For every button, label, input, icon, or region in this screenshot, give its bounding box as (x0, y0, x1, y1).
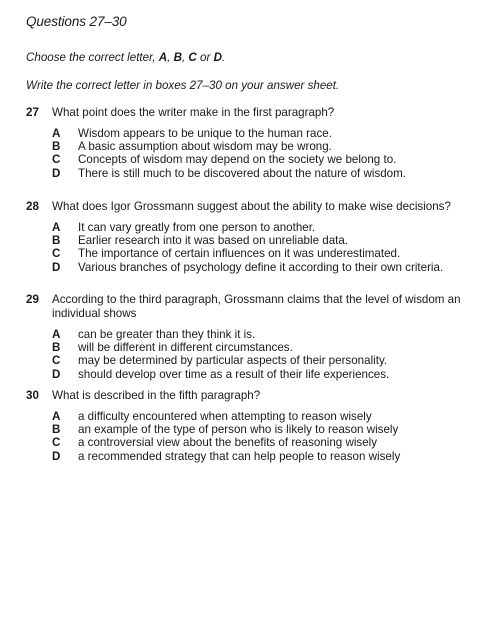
question-number: 27 (26, 106, 39, 119)
option-c (52, 354, 486, 367)
option-text: Wisdom appears to be unique to the human race. (78, 127, 332, 140)
option-text: a difficulty encountered when attempting to reason wisely (78, 410, 372, 423)
option-a (52, 127, 486, 140)
option-text: Concepts of wisdom may depend on the society we belong to. (78, 153, 397, 167)
option-list (52, 221, 486, 274)
option-letter: B (52, 341, 61, 355)
instruction-choose (26, 51, 225, 64)
option-letter: C (52, 247, 61, 261)
question-number: 30 (26, 389, 39, 402)
question-28 (26, 200, 486, 274)
option-letter: D (52, 166, 61, 180)
option-text: should develop over time as a result of their life experiences. (78, 367, 390, 381)
option-b (52, 423, 486, 436)
option-text: Earlier research into it was based on unreliable data. (78, 234, 349, 248)
option-b (52, 341, 486, 354)
section-heading: Questions 27–30 (26, 14, 127, 29)
question-text: What is described in the fifth paragraph? (52, 389, 261, 402)
option-c (52, 436, 486, 449)
option-letter: D (52, 449, 61, 463)
option-text: can be greater than they think it is. (78, 328, 256, 341)
option-letter: A (52, 328, 61, 341)
option-text: There is still much to be discovered about the nature of wisdom. (78, 166, 407, 180)
option-list (52, 328, 486, 381)
option-text: Various branches of psychology define it according to their own criteria. (78, 260, 444, 274)
option-letter: B (52, 423, 61, 437)
option-a (52, 221, 486, 234)
question-text: What point does the writer make in the first paragraph? (52, 106, 335, 119)
option-a (52, 410, 486, 423)
option-text: A basic assumption about wisdom may be wrong. (78, 140, 332, 154)
option-letter: A (52, 127, 61, 140)
option-b (52, 140, 486, 153)
option-letter: A (52, 221, 61, 234)
question-text: According to the third paragraph, Grossmann claims that the level of wisdom an individual shows (52, 293, 461, 320)
question-number: 28 (26, 200, 39, 213)
instruction-sep-2: , (181, 51, 189, 64)
instruction-answer-sheet: Write the correct letter in boxes 27–30 on your answer sheet. (26, 79, 340, 92)
question-30 (26, 389, 486, 463)
option-text: a controversial view about the benefits of reasoning wisely (78, 436, 378, 450)
option-letter: D (52, 367, 61, 381)
question-number: 29 (26, 293, 39, 306)
instruction-sep-3: or (196, 51, 214, 64)
option-letter: A (52, 410, 61, 423)
option-d (52, 261, 486, 274)
letter-a-inline: A (158, 51, 168, 64)
option-d (52, 167, 486, 180)
option-letter: B (52, 140, 61, 154)
letter-d-inline: D (213, 51, 222, 64)
option-text: an example of the type of person who is likely to reason wisely (78, 423, 399, 437)
instruction-sep-1: , (167, 51, 174, 64)
letter-b-inline: B (173, 51, 182, 64)
option-text: will be different in different circumstances. (78, 341, 293, 355)
option-b (52, 234, 486, 247)
option-c (52, 247, 486, 260)
option-letter: C (52, 354, 61, 368)
option-c (52, 153, 486, 166)
question-27 (26, 106, 486, 180)
option-text: may be determined by particular aspects of their personality. (78, 354, 388, 368)
option-a (52, 328, 486, 341)
option-letter: C (52, 436, 61, 450)
option-list (52, 410, 486, 463)
option-letter: C (52, 153, 61, 167)
question-29 (26, 293, 486, 381)
option-text: The importance of certain influences on it was underestimated. (78, 247, 401, 261)
instruction-prefix: Choose the correct letter, (26, 51, 159, 64)
question-text: What does Igor Grossmann suggest about the ability to make wise decisions? (52, 200, 451, 213)
option-d (52, 368, 486, 381)
letter-c-inline: C (188, 51, 197, 64)
option-letter: B (52, 234, 61, 248)
option-list (52, 127, 486, 180)
option-text: a recommended strategy that can help people to reason wisely (78, 449, 401, 463)
option-text: It can vary greatly from one person to another. (78, 221, 316, 234)
instruction-suffix: . (221, 51, 226, 64)
option-d (52, 450, 486, 463)
option-letter: D (52, 260, 61, 274)
